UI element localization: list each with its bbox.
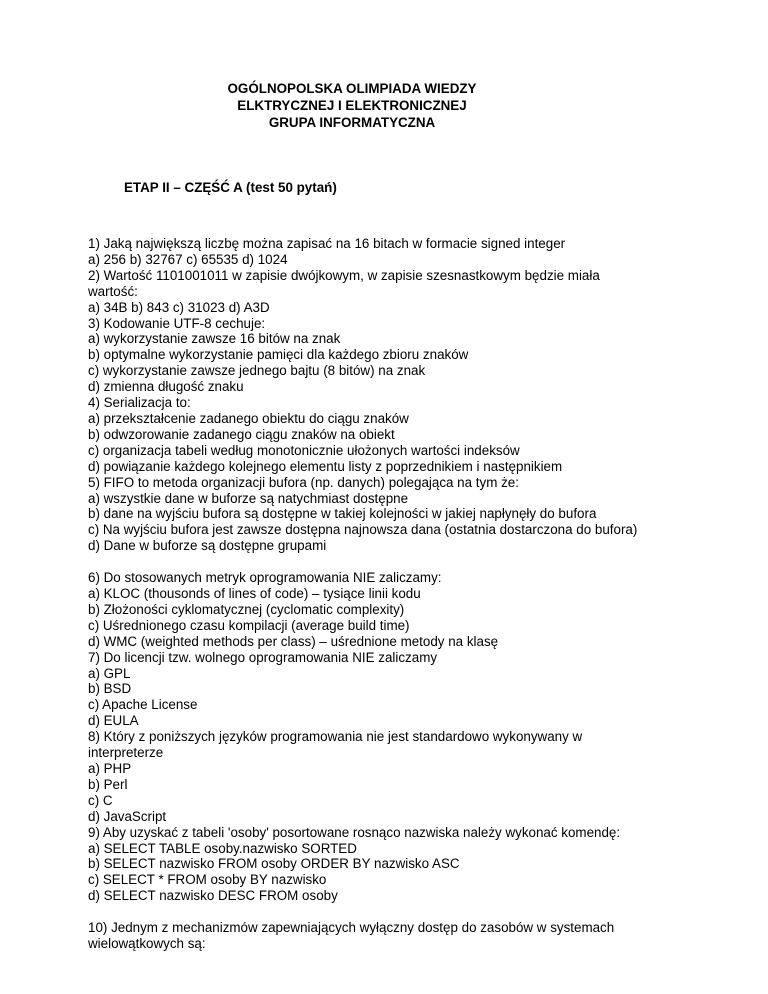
text-line: a) przekształcenie zadanego obiektu do ciągu znaków <box>88 410 409 426</box>
question-list <box>88 236 748 952</box>
text-line: 8) Który z poniższych języków programowania nie jest standardowo wykonywany w <box>88 729 583 745</box>
text-line: wielowątkowych są: <box>88 936 206 952</box>
text-line: 4) Serializacja to: <box>88 395 191 411</box>
text-line: c) organizacja tabeli według monotonicznie ułożonych wartości indeksów <box>88 442 520 458</box>
text-line: c) SELECT * FROM osoby BY nazwisko <box>88 872 327 888</box>
text-line: c) Apache License <box>88 697 198 713</box>
text-line: 9) Aby uzyskać z tabeli 'osoby' posortowane rosnąco nazwiska należy wykonać komendę: <box>88 824 621 840</box>
text-line: b) Perl <box>88 776 128 792</box>
text-line: c) wykorzystanie zawsze jednego bajtu (8 bitów) na znak <box>88 363 426 379</box>
text-line: a) wszystkie dane w buforze są natychmiast dostępne <box>88 490 409 506</box>
text-line: b) SELECT nazwisko FROM osoby ORDER BY nazwisko ASC <box>88 856 460 872</box>
text-line: d) SELECT nazwisko DESC FROM osoby <box>88 888 338 904</box>
text-line: a) 256 b) 32767 c) 65535 d) 1024 <box>88 251 288 267</box>
text-line: a) PHP <box>88 761 132 776</box>
paragraph-gap <box>88 554 748 570</box>
text-line: b) optymalne wykorzystanie pamięci dla każdego zbioru znaków <box>88 347 469 363</box>
text-line: 3) Kodowanie UTF-8 cechuje: <box>88 315 266 331</box>
text-line: d) WMC (weighted methods per class) – uśrednione metody na klasę <box>88 633 499 649</box>
text-line: b) odwzorowanie zadanego ciągu znaków na obiekt <box>88 426 395 442</box>
text-line: a) 34B b) 843 c) 31023 d) A3D <box>88 299 270 315</box>
text-line: b) dane na wyjściu bufora są dostępne w takiej kolejności w jakiej napłynęły do bufora <box>88 506 597 522</box>
text-line: a) wykorzystanie zawsze 16 bitów na znak <box>88 331 341 347</box>
text-line: c) Na wyjściu bufora jest zawsze dostępna najnowsza dana (ostatnia dostarczona do bufora) <box>88 522 638 538</box>
document-title <box>0 80 702 131</box>
text-line: 1) Jaką największą liczbę można zapisać na 16 bitach w formacie signed integer <box>88 236 566 251</box>
paragraph-gap <box>88 904 748 920</box>
text-line: wartość: <box>88 283 138 299</box>
text-line: 5) FIFO to metoda organizacji bufora (np. danych) polegająca na tym że: <box>88 474 519 490</box>
text-line: d) zmienna długość znaku <box>88 379 244 395</box>
text-line: 6) Do stosowanych metryk oprogramowania NIE zaliczamy: <box>88 570 442 586</box>
text-line: c) Uśrednionego czasu kompilacji (average build time) <box>88 617 410 633</box>
title-line-1: OGÓLNOPOLSKA OLIMPIADA WIEDZY <box>227 81 477 96</box>
text-line: b) Złożoności cyklomatycznej (cyclomatic complexity) <box>88 601 405 617</box>
title-line-3: GRUPA INFORMATYCZNA <box>268 115 436 130</box>
title-line-2: ELKTRYCZNEJ I ELEKTRONICZNEJ <box>237 98 467 113</box>
text-line: 10) Jednym z mechanizmów zapewniających wyłączny dostęp do zasobów w systemach <box>88 920 615 936</box>
text-line: 7) Do licencji tzw. wolnego oprogramowania NIE zaliczamy <box>88 649 438 665</box>
text-line: a) KLOC (thousonds of lines of code) – tysiące linii kodu <box>88 586 421 602</box>
text-line: interpreterze <box>88 745 164 761</box>
text-line: 2) Wartość 1101001011 w zapisie dwójkowym, w zapisie szesnastkowym będzie miała <box>88 267 600 283</box>
text-line: d) EULA <box>88 713 139 729</box>
text-line: a) SELECT TABLE osoby.nazwisko SORTED <box>88 840 357 856</box>
text-line: a) GPL <box>88 665 131 681</box>
text-line: d) JavaScript <box>88 808 167 824</box>
text-line: d) Dane w buforze są dostępne grupami <box>88 538 327 554</box>
text-line: d) powiązanie każdego kolejnego elementu listy z poprzednikiem i następnikiem <box>88 458 563 474</box>
stage-heading: ETAP II – CZĘŚĆ A (test 50 pytań) <box>124 180 337 195</box>
text-line: c) C <box>88 792 113 808</box>
text-line: b) BSD <box>88 681 132 697</box>
